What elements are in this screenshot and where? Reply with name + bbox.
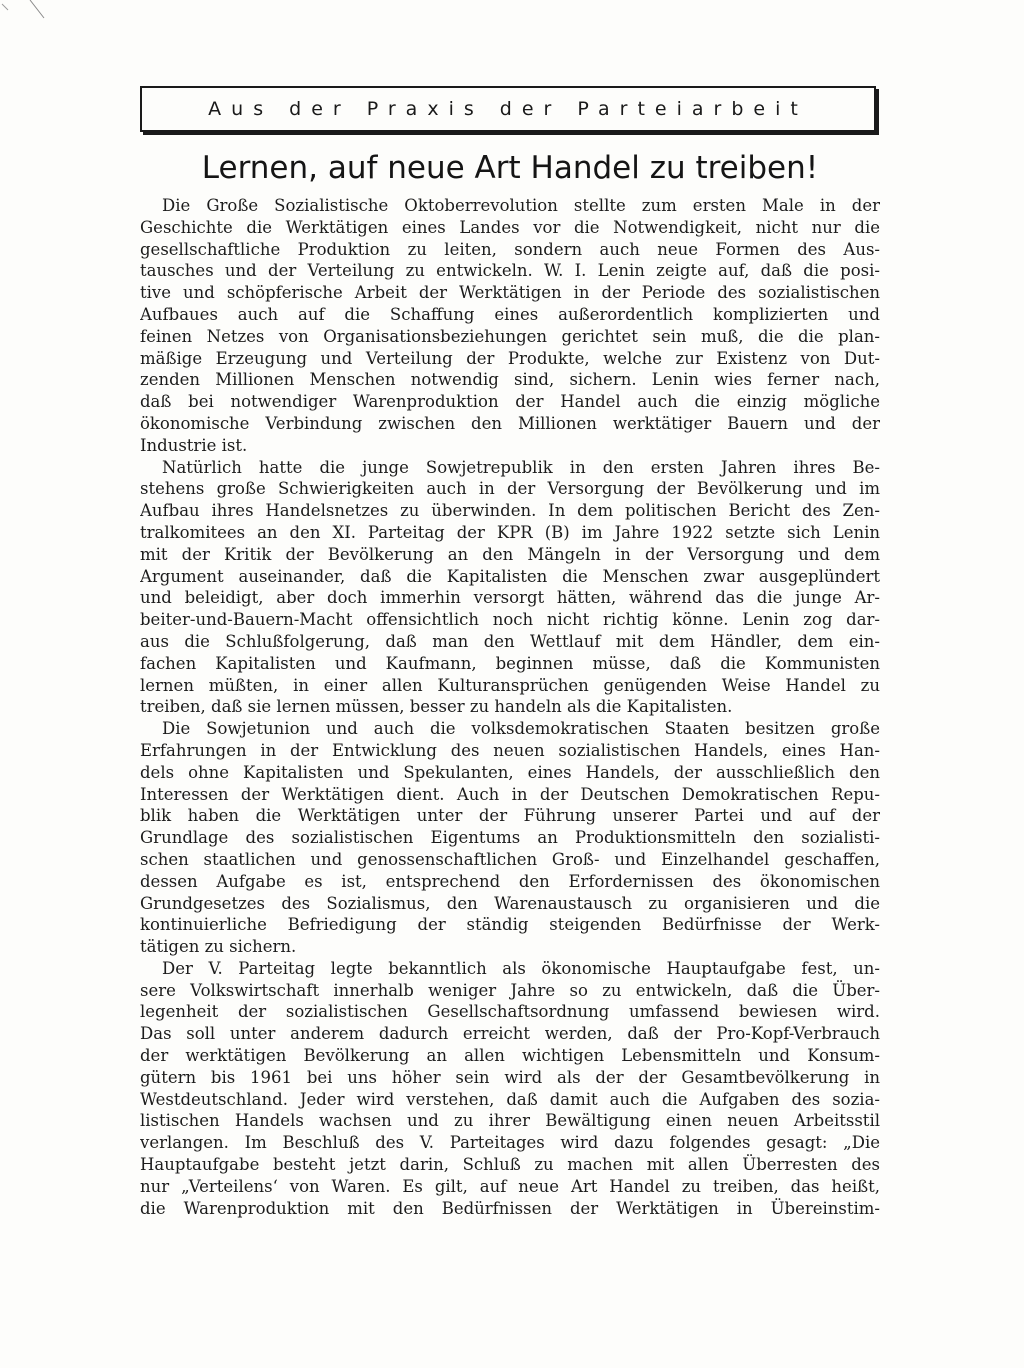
section-label: Aus der Praxis der Parteiarbeit xyxy=(208,98,808,120)
text-line: beiter-und-Bauern-Macht offensichtlich noch nicht richtig könne. Lenin zog dar- xyxy=(140,610,880,630)
text-line: Die Sowjetunion und auch die volksdemokratischen Staaten besitzen große xyxy=(162,719,880,739)
text-line: Der V. Parteitag legte bekanntlich als ökonomische Hauptaufgabe fest, un- xyxy=(162,958,880,978)
text-line: mäßige Erzeugung und Verteilung der Produkte, welche zur Existenz von Dut- xyxy=(140,348,880,368)
text-line: Westdeutschland. Jeder wird verstehen, daß damit auch die Aufgaben des sozia- xyxy=(140,1089,880,1109)
text-line: dels ohne Kapitalisten und Spekulanten, eines Handels, der ausschließlich den xyxy=(140,762,880,782)
section-header-box xyxy=(140,86,876,132)
text-line: die Warenproduktion mit den Bedürfnissen der Werktätigen in Übereinstim- xyxy=(140,1198,880,1218)
text-line: gesellschaftliche Produktion zu leiten, sondern auch neue Formen des Aus- xyxy=(140,239,880,259)
text-line: aus die Schlußfolgerung, daß man den Wettlauf mit dem Händler, dem ein- xyxy=(140,631,880,651)
paragraph xyxy=(140,958,880,1220)
text-line: Aufbau ihres Handelsnetzes zu überwinden. In dem politischen Bericht des Zen- xyxy=(140,501,880,521)
text-line: gütern bis 1961 bei uns höher sein wird als der der Gesamtbevölkerung in xyxy=(140,1067,880,1087)
article-body xyxy=(140,195,880,1219)
text-line: Interessen der Werktätigen dient. Auch in der Deutschen Demokratischen Repu- xyxy=(140,784,880,804)
text-line: schen staatlichen und genossenschaftlichen Groß- und Einzelhandel geschaffen, xyxy=(140,849,880,869)
text-line: legenheit der sozialistischen Gesellschaftsordnung umfassend bewiesen wird. xyxy=(140,1002,880,1022)
paragraph xyxy=(140,718,880,958)
text-line: der werktätigen Bevölkerung an allen wichtigen Lebensmitteln und Konsum- xyxy=(140,1046,880,1066)
text-line: lernen müßten, in einer allen Kulturansprüchen genügenden Weise Handel zu xyxy=(140,675,880,695)
text-line: sere Volkswirtschaft innerhalb weniger Jahre so zu entwickeln, daß die Über- xyxy=(140,980,880,1000)
paragraph xyxy=(140,195,880,457)
text-line: Die Große Sozialistische Oktoberrevolution stellte zum ersten Male in der xyxy=(162,196,880,215)
scan-artifact-marks xyxy=(0,0,80,40)
text-line: feinen Netzes von Organisationsbeziehungen gerichtet sein muß, die die plan- xyxy=(140,326,880,346)
text-line: dessen Aufgabe es ist, entsprechend den Erfordernissen des ökonomischen xyxy=(140,871,880,891)
text-line: ökonomische Verbindung zwischen den Millionen werktätiger Bauern und der xyxy=(140,413,880,433)
text-line: mit der Kritik der Bevölkerung an den Mängeln in der Versorgung und dem xyxy=(140,544,880,564)
text-line: Das soll unter anderem dadurch erreicht werden, daß der Pro-Kopf-Verbrauch xyxy=(140,1024,880,1044)
text-line: Geschichte die Werktätigen eines Landes vor die Notwendigkeit, nicht nur die xyxy=(140,217,880,237)
text-line: verlangen. Im Beschluß des V. Parteitages wird dazu folgendes gesagt: „Die xyxy=(140,1133,880,1153)
text-line: tätigen zu sichern. xyxy=(140,937,297,957)
text-line: Argument auseinander, daß die Kapitalisten die Menschen zwar ausgeplündert xyxy=(140,566,880,586)
text-line: und beleidigt, aber doch immerhin versorgt hätten, während das die junge Ar- xyxy=(140,588,880,608)
text-line: tralkomitees an den XI. Parteitag der KPR (B) im Jahre 1922 setzte sich Lenin xyxy=(140,522,880,542)
text-line: fachen Kapitalisten und Kaufmann, beginnen müsse, daß die Kommunisten xyxy=(140,653,880,673)
text-line: stehens große Schwierigkeiten auch in der Versorgung der Bevölkerung und im xyxy=(140,479,880,499)
text-line: Grundlage des sozialistischen Eigentums an Produktionsmitteln den sozialisti- xyxy=(140,828,880,848)
paragraph xyxy=(140,457,880,719)
text-line: blik haben die Werktätigen unter der Führung unserer Partei und auf der xyxy=(140,806,880,826)
text-line: tausches und der Verteilung zu entwickeln. W. I. Lenin zeigte auf, daß die posi- xyxy=(140,261,880,281)
text-line: treiben, daß sie lernen müssen, besser zu handeln als die Kapitalisten. xyxy=(140,697,733,717)
text-line: tive und schöpferische Arbeit der Werktätigen in der Periode des sozialistischen xyxy=(140,283,880,303)
text-line: kontinuierliche Befriedigung der ständig steigenden Bedürfnisse der Werk- xyxy=(140,915,880,935)
text-line: Aufbaues auch auf die Schaffung eines außerordentlich komplizierten und xyxy=(140,304,880,324)
text-line: Industrie ist. xyxy=(140,435,248,455)
text-line: Erfahrungen in der Entwicklung des neuen sozialistischen Handels, eines Han- xyxy=(140,740,880,760)
text-line: Hauptaufgabe besteht jetzt darin, Schluß zu machen mit allen Überresten des xyxy=(140,1155,880,1175)
text-line: listischen Handels wachsen und zu ihrer Bewältigung einen neuen Arbeitsstil xyxy=(140,1111,880,1131)
article-headline: Lernen, auf neue Art Handel zu treiben! xyxy=(201,150,819,186)
text-line: zenden Millionen Menschen notwendig sind, sichern. Lenin wies ferner nach, xyxy=(140,370,880,390)
text-line: Grundgesetzes des Sozialismus, den Warenaustausch zu organisieren und die xyxy=(140,893,880,913)
text-line: nur „Verteilens‘ von Waren. Es gilt, auf neue Art Handel zu treiben, das heißt, xyxy=(140,1176,880,1196)
text-line: Natürlich hatte die junge Sowjetrepublik in den ersten Jahren ihres Be- xyxy=(162,457,880,477)
text-line: daß bei notwendiger Warenproduktion der Handel auch die einzig mögliche xyxy=(140,392,880,412)
